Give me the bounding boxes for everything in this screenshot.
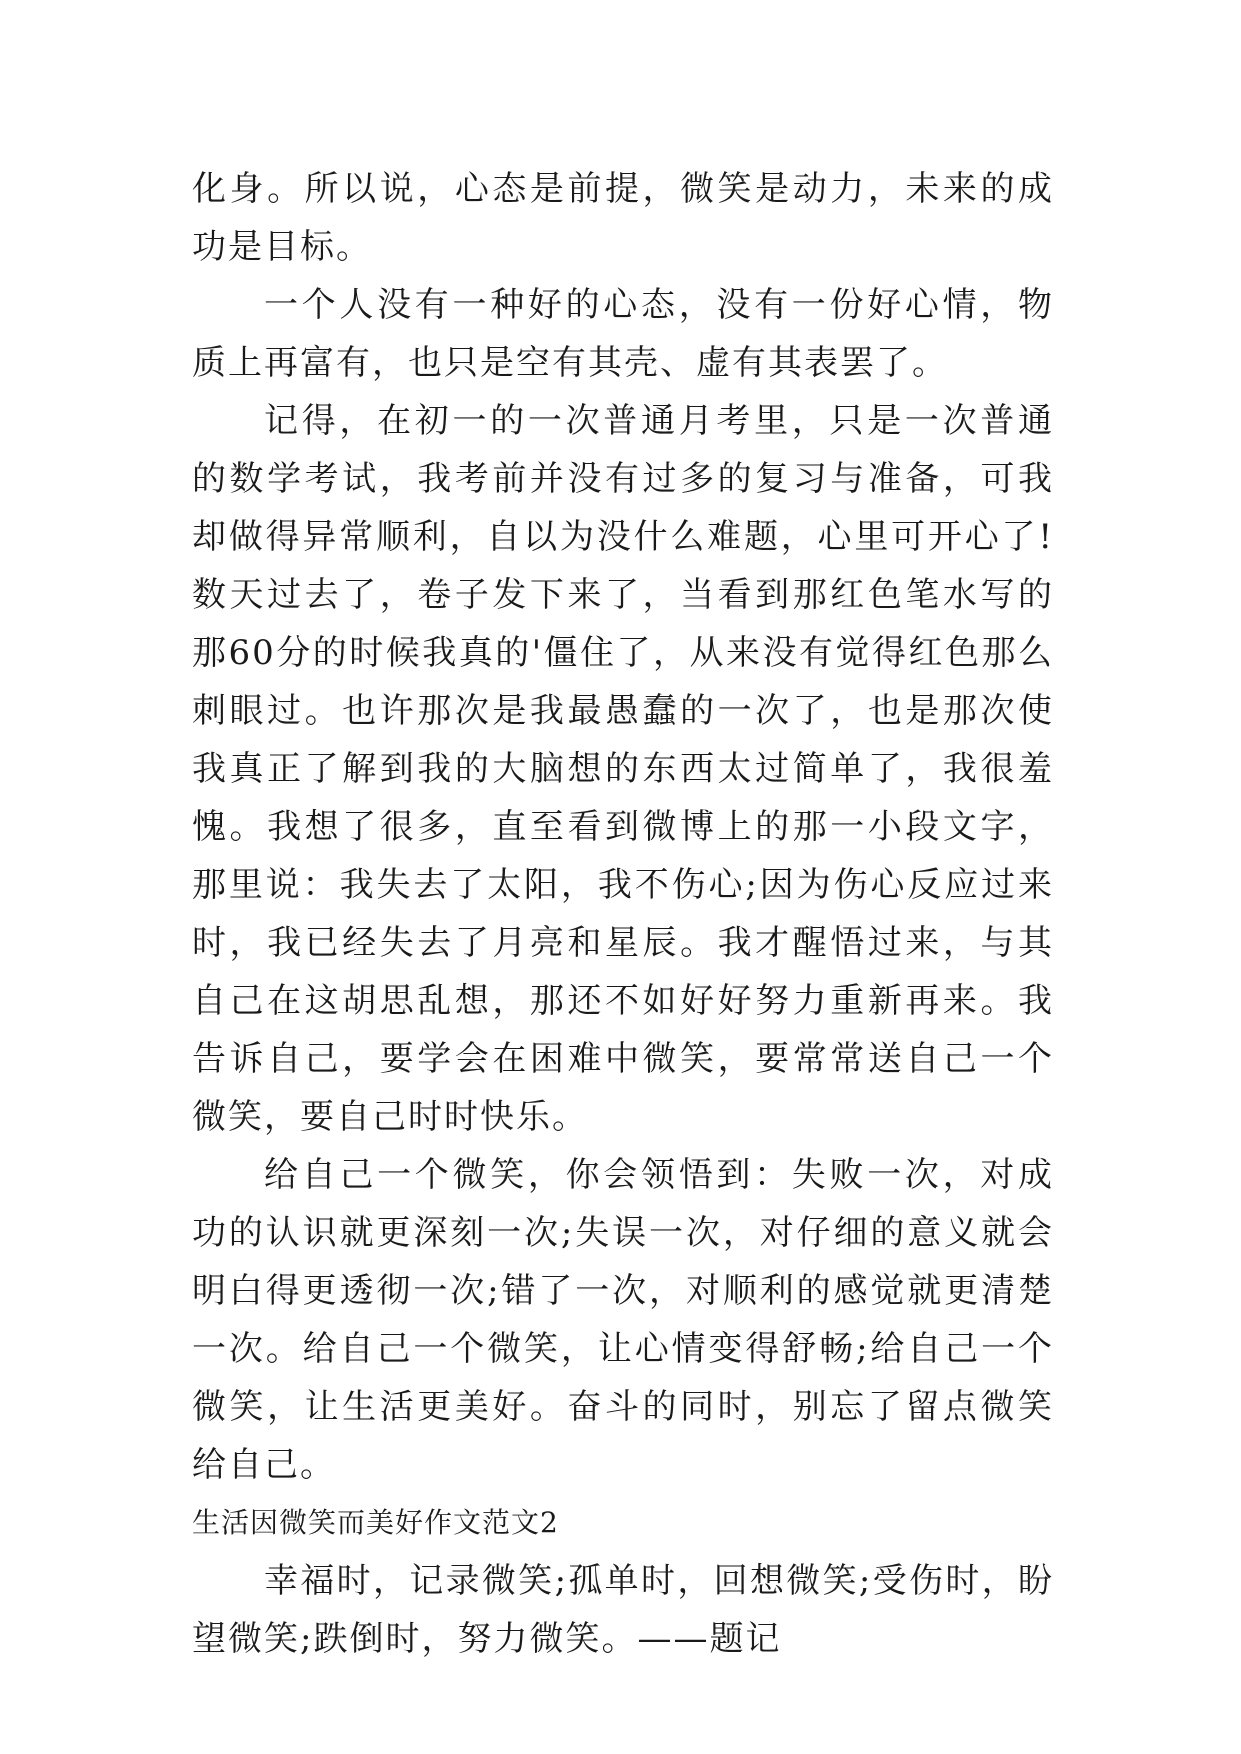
closing-paragraph: 幸福时，记录微笑;孤单时，回想微笑;受伤时，盼望微笑;跌倒时，努力微笑。——题记 [192, 1561, 1054, 1659]
document-body [192, 160, 1054, 1668]
paragraph-1: 化身。所以说，心态是前提，微笑是动力，未来的成功是目标。 [192, 169, 1054, 267]
paragraph-3: 记得，在初一的一次普通月考里，只是一次普通的数学考试，我考前并没有过多的复习与准备，可我却做得异常顺利，自以为没什么难题，心里可开心了!数天过去了，卷子发下来了，当看到那红色笔水写的那60分的时候我真的'僵住了，从来没有觉得红色那么刺眼过。也许那次是我最愚蠢的一次了，也是那次使我真正了解到我的大脑想的东西太过简单了，我很羞愧。我想了很多，直至看到微博上的那一小段文字，那里说：我失去了太阳，我不伤心;因为伤心反应过来时，我已经失去了月亮和星辰。我才醒悟过来，与其自己在这胡思乱想，那还不如好好努力重新再来。我告诉自己，要学会在困难中微笑，要常常送自己一个微笑，要自己时时快乐。 [192, 401, 1054, 1137]
paragraph-2: 一个人没有一种好的心态，没有一份好心情，物质上再富有，也只是空有其壳、虚有其表罢了。 [192, 285, 1054, 383]
section-heading: 生活因微笑而美好作文范文2 [192, 1506, 559, 1539]
paragraph-4: 给自己一个微笑，你会领悟到：失败一次，对成功的认识就更深刻一次;失误一次，对仔细的意义就会明白得更透彻一次;错了一次，对顺利的感觉就更清楚一次。给自己一个微笑，让心情变得舒畅;给自己一个微笑，让生活更美好。奋斗的同时，别忘了留点微笑给自己。 [192, 1155, 1054, 1485]
